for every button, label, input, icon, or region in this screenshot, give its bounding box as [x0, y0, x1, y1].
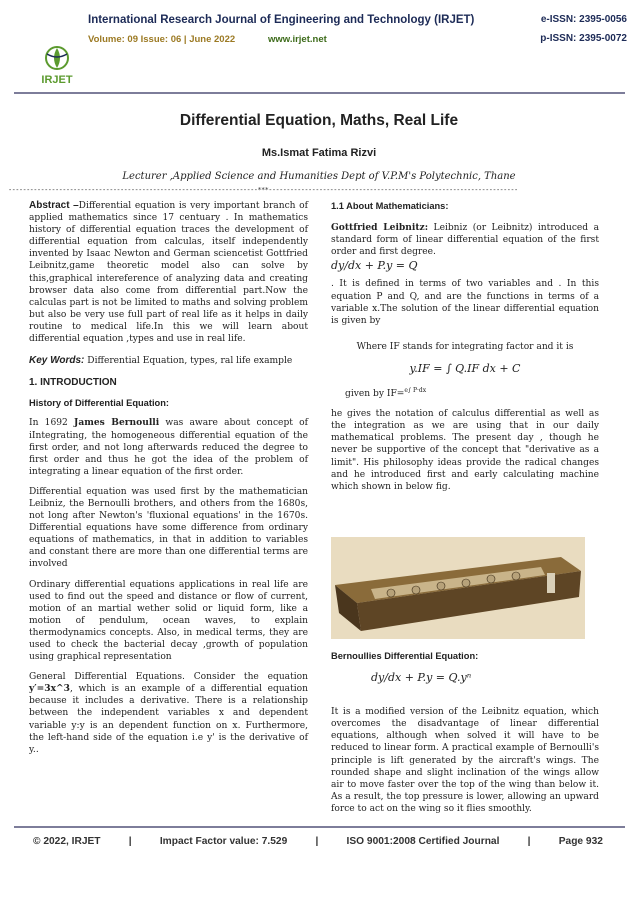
para-notation: he gives the notation of calculus differential as well as the integration as we are using that in our daily mathematical problems. The present day , though he never be supportive of the concept that "derivative as a limit". His philosophy ideas provide the radical changes and he introduced first and early calculating machine which shown in below fig. [331, 409, 599, 492]
p1-post: was aware about concept of iIntegrating, the homogeneous differential equation of the first order, and not long afterwards reduced the degree to first order and thus he got the idea of the problem of integrating a linear equation of the first order. [29, 418, 308, 477]
footer-separator-2: | [315, 836, 319, 847]
p1-bold: James Bernoulli [74, 417, 160, 429]
equation-linear: dy/dx + P.y = Q [331, 259, 418, 273]
footer-impact-factor: Impact Factor value: 7.529 [159, 836, 288, 847]
keywords-label: Key Words: [29, 355, 85, 367]
logo-leaf [54, 48, 60, 68]
abstract-label: Abstract – [29, 200, 79, 211]
para-general [29, 671, 308, 756]
header-rule [14, 92, 625, 94]
abstract [29, 200, 308, 345]
bernoulli-heading: Bernoullies Differential Equation: [331, 651, 479, 661]
footer-copyright: © 2022, IRJET [33, 836, 101, 847]
para-leibnitz [331, 222, 599, 258]
para-bernoulli-history [29, 417, 308, 477]
leibnitz-label: Gottfried Leibnitz: [331, 222, 429, 234]
right-column [331, 200, 599, 501]
p4-post: , which is an example of a differential equation because it includes a derivative. There is a relationship between the independent variables x and dependent variable y:y is an dependent function on x. Furthermore, the left-hand side of the equation i.e y' is the derivative of y.. [29, 684, 308, 755]
history-heading: History of Differential Equation: [29, 398, 169, 409]
paper-title: Differential Equation, Maths, Real Life [179, 112, 459, 129]
about-heading: 1.1 About Mathematicians: [331, 201, 449, 211]
calculating-machine-image [331, 537, 585, 639]
equation-bernoulli: dy/dx + P.y = Q.yⁿ [371, 671, 472, 685]
affiliation: Lecturer ,Applied Science and Humanities Dept of V.P.M's Polytechnic, Thane [122, 171, 516, 182]
irjet-logo [33, 42, 81, 86]
equation-solution: y.IF = ∫ Q.IF dx + C [409, 361, 521, 375]
keywords-text: Differential Equation, types, ral life example [84, 356, 293, 367]
left-column [29, 200, 308, 764]
author-name: Ms.Ismat Fatima Rizvi [261, 147, 377, 159]
intro-heading: 1. INTRODUCTION [29, 377, 117, 389]
para-leibniz-history: Differential equation was used first by the mathematician Leibniz, the Bernoulli brothers, and others from the 1680s, not long after Newton's 'fluxional equations' in the 1670s. Differential equations have some difference from ordinary equations of mathematics, in that in addition to variables and constant there are more than one differential terms are involved [29, 486, 308, 570]
volume-issue: Volume: 09 Issue: 06 | June 2022 [88, 34, 236, 45]
machine-crank [547, 573, 555, 593]
footer-iso: ISO 9001:2008 Certified Journal [346, 836, 500, 847]
para-defined: . It is defined in terms of two variables and . In this equation P and Q, and are the functions in terms of a variable x.The solution of the linear differential equation is given by [331, 279, 599, 326]
given-by [331, 385, 599, 400]
website-link[interactable]: www.irjet.net [268, 34, 327, 45]
footer-separator-3: | [527, 836, 531, 847]
footer-rule [14, 826, 625, 828]
para-bernoulli: It is a modified version of the Leibnitz equation, which overcomes the disadvantage of linear differential equations, although when solved it will have to be reduced to linear form. A practical example of Bernoulli's principle is lift generated by the aircraft's wings. The rounded shape and slight inclination of the wings allow air to move faster over the top of the wing than below it. As a result, the top pressure is lower, allowing an upward force to act on the wing so it flies smoothly. [331, 707, 599, 814]
footer-page-number: Page 932 [558, 836, 603, 847]
footer-separator-1: | [128, 836, 132, 847]
p1-pre: In 1692 [29, 418, 75, 429]
separator-line: ---------------------------------------------------------------------***--------------------------------------------------------------------- [8, 186, 518, 194]
given-by-exponent: e∫ P·dx [404, 387, 427, 395]
p-issn: p-ISSN: 2395-0072 [540, 33, 627, 44]
given-by-label: given by IF= [345, 389, 405, 400]
e-issn: e-ISSN: 2395-0056 [540, 14, 627, 25]
p4-equation: y′=3x^3 [29, 683, 70, 695]
abstract-text: Differential equation is very important branch of applied mathematics since 17 centuary . In mathematics history of differential equation traces the development of differential equation from calculas, itself independently invented by Isaac Newton and German sciencetist Gottfried Leibnitz,game theoretic model also can solve by this,graphical intereference of analyzing data and creating browser data also come from differential part.Now the calculas part is not be limited to maths and solving problem but also be very use full part of real life as it helps in daily routine to medical life.In this we will learn about differential equation ,types and use in real life. [29, 201, 309, 345]
journal-name: International Research Journal of Engineering and Technology (IRJET) [88, 14, 475, 26]
bernoulli-section [331, 650, 599, 823]
leibnitz-text: Leibniz (or Leibnitz) introduced a standard form of linear differential equation of the first order and first degree. [331, 223, 600, 258]
logo-text: IRJET [41, 74, 73, 86]
para-applications: Ordinary differential equations applications in real life are used to find out the speed and distance or flow of current, motion of an martial wether solid or liquid form, like a motion of pendulum, ocean waves, to explain thermodynamics concepts. Also, in medical terms, they are used to check the bacterial decay ,growth of population using graphical representation [29, 579, 308, 663]
footer [33, 836, 603, 847]
keywords [29, 355, 308, 367]
p4-pre: General Differential Equations. Consider the equation [29, 672, 308, 683]
where-if: Where IF stands for integrating factor and it is [356, 341, 574, 352]
